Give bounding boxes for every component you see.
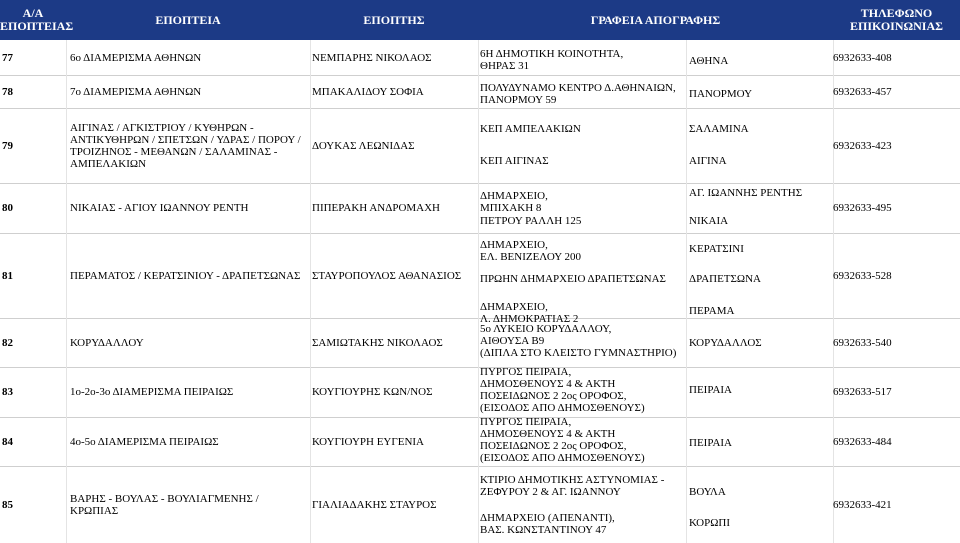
region-line: ΚΡΩΠΙΑΣ bbox=[70, 505, 119, 517]
header-region: ΕΠΟΠΤΕΙΑ bbox=[155, 13, 221, 27]
phone-number: 6932633-408 bbox=[833, 52, 892, 64]
region-line: ΤΡΟΙΖΗΝΟΣ - ΜΕΘΑΝΩΝ / ΣΑΛΑΜΙΝΑΣ - bbox=[70, 146, 278, 158]
office-address-line: ΔΗΜΑΡΧΕΙΟ (ΑΠΕΝΑΝΤΙ), bbox=[480, 512, 615, 524]
column-divider bbox=[310, 40, 311, 543]
office-address-line: ΔΗΜΑΡΧΕΙΟ, bbox=[480, 239, 548, 251]
office-address-line: ΒΑΣ. ΚΩΝΣΤΑΝΤΙΝΟΥ 47 bbox=[480, 524, 607, 536]
row-number: 81 bbox=[2, 270, 13, 282]
inspector-name: ΔΟΥΚΑΣ ΛΕΩΝΙΔΑΣ bbox=[312, 140, 415, 152]
region-line: ΒΑΡΗΣ - ΒΟΥΛΑΣ - ΒΟΥΛΙΑΓΜΕΝΗΣ / bbox=[70, 493, 259, 505]
region-line: ΚΟΡΥΔΑΛΛΟΥ bbox=[70, 337, 144, 349]
office-city: ΠΕΡΑΜΑ bbox=[689, 305, 735, 317]
row-number: 83 bbox=[2, 386, 13, 398]
header-inspector: ΕΠΟΠΤΗΣ bbox=[363, 13, 425, 27]
office-address-line: ΠΟΛΥΔΥΝΑΜΟ ΚΕΝΤΡΟ Δ.ΑΘΗΝΑΙΩΝ, bbox=[480, 82, 676, 94]
office-address-line: ΠΥΡΓΟΣ ΠΕΙΡΑΙΑ, bbox=[480, 366, 572, 378]
inspector-name: ΚΟΥΓΙΟΥΡΗΣ ΚΩΝ/ΝΟΣ bbox=[312, 386, 433, 398]
region-line: ΑΝΤΙΚΥΘΗΡΩΝ / ΣΠΕΤΣΩΝ / ΥΔΡΑΣ / ΠΟΡΟΥ / bbox=[70, 134, 301, 146]
phone-number: 6932633-484 bbox=[833, 436, 892, 448]
office-address-line: ΚΤΙΡΙΟ ΔΗΜΟΤΙΚΗΣ ΑΣΤΥΝΟΜΙΑΣ - bbox=[480, 474, 665, 486]
office-address-line: ΘΗΡΑΣ 31 bbox=[480, 60, 530, 72]
header-offices: ΓΡΑΦΕΙΑ ΑΠΟΓΡΑΦΗΣ bbox=[590, 13, 721, 27]
office-city: ΚΟΡΩΠΙ bbox=[689, 517, 731, 529]
row-number: 78 bbox=[2, 86, 13, 98]
office-address-line: ΑΙΘΟΥΣΑ Β9 bbox=[480, 335, 545, 347]
office-address-line: ΔΗΜΑΡΧΕΙΟ, bbox=[480, 301, 548, 313]
office-address-line: ΠΕΤΡΟΥ ΡΑΛΛΗ 125 bbox=[480, 215, 582, 227]
row-number: 77 bbox=[2, 52, 13, 64]
region-line: 7ο ΔΙΑΜΕΡΙΣΜΑ ΑΘΗΝΩΝ bbox=[70, 86, 202, 98]
column-divider bbox=[833, 40, 834, 543]
office-address-line: ΜΠΙΧΑΚΗ 8 bbox=[480, 202, 542, 214]
office-address-line: ΠΟΣΕΙΔΩΝΟΣ 2 2ος ΟΡΟΦΟΣ, bbox=[480, 440, 627, 452]
office-address-line: ΠΟΣΕΙΔΩΝΟΣ 2 2ος ΟΡΟΦΟΣ, bbox=[480, 390, 627, 402]
inspector-name: ΝΕΜΠΑΡΗΣ ΝΙΚΟΛΑΟΣ bbox=[312, 52, 432, 64]
office-address-line: ΔΗΜΟΣΘΕΝΟΥΣ 4 & ΑΚΤΗ bbox=[480, 428, 616, 440]
header-num-line1: Α/Α bbox=[22, 6, 44, 20]
region-line: 4ο-5ο ΔΙΑΜΕΡΙΣΜΑ ΠΕΙΡΑΙΩΣ bbox=[70, 436, 219, 448]
row-number: 80 bbox=[2, 202, 13, 214]
region-line: ΑΜΠΕΛΑΚΙΩΝ bbox=[70, 158, 147, 170]
office-address-line: 5ο ΛΥΚΕΙΟ ΚΟΡΥΔΑΛΛΟΥ, bbox=[480, 323, 612, 335]
office-city: ΣΑΛΑΜΙΝΑ bbox=[689, 123, 749, 135]
office-address-line: 6Η ΔΗΜΟΤΙΚΗ ΚΟΙΝΟΤΗΤΑ, bbox=[480, 48, 624, 60]
inspector-name: ΣΤΑΥΡΟΠΟΥΛΟΣ ΑΘΑΝΑΣΙΟΣ bbox=[312, 270, 462, 282]
header-phone-line1: ΤΗΛΕΦΩΝΟ bbox=[860, 6, 933, 20]
header-phone-line2: ΕΠΙΚΟΙΝΩΝΙΑΣ bbox=[850, 19, 943, 33]
region-line: ΠΕΡΑΜΑΤΟΣ / ΚΕΡΑΤΣΙΝΙΟΥ - ΔΡΑΠΕΤΣΩΝΑΣ bbox=[70, 270, 301, 282]
office-address-line: (ΕΙΣΟΔΟΣ ΑΠΟ ΔΗΜΟΣΘΕΝΟΥΣ) bbox=[480, 402, 645, 414]
row-divider bbox=[0, 466, 960, 467]
office-address-line: ΔΗΜΑΡΧΕΙΟ, bbox=[480, 190, 548, 202]
column-divider bbox=[686, 40, 687, 543]
phone-number: 6932633-421 bbox=[833, 499, 892, 511]
office-city: ΠΕΙΡΑΙΑ bbox=[689, 437, 732, 449]
table-header bbox=[0, 0, 960, 40]
office-address-line: (ΕΙΣΟΔΟΣ ΑΠΟ ΔΗΜΟΣΘΕΝΟΥΣ) bbox=[480, 452, 645, 464]
inspector-name: ΜΠΑΚΑΛΙΔΟΥ ΣΟΦΙΑ bbox=[312, 86, 424, 98]
phone-number: 6932633-457 bbox=[833, 86, 892, 98]
office-address-line: ΔΗΜΟΣΘΕΝΟΥΣ 4 & ΑΚΤΗ bbox=[480, 378, 616, 390]
inspector-name: ΚΟΥΓΙΟΥΡΗ ΕΥΓΕΝΙΑ bbox=[312, 436, 424, 448]
office-city: ΒΟΥΛΑ bbox=[689, 486, 726, 498]
column-divider bbox=[478, 40, 479, 543]
office-city: ΝΙΚΑΙΑ bbox=[689, 215, 729, 227]
inspector-name: ΣΑΜΙΩΤΑΚΗΣ ΝΙΚΟΛΑΟΣ bbox=[312, 337, 443, 349]
office-address-line: ΖΕΦΥΡΟΥ 2 & ΑΓ. ΙΩΑΝΝΟΥ bbox=[480, 486, 621, 498]
phone-number: 6932633-495 bbox=[833, 202, 892, 214]
office-city: ΑΘΗΝΑ bbox=[689, 55, 729, 67]
office-city: ΑΓ. ΙΩΑΝΝΗΣ ΡΕΝΤΗΣ bbox=[689, 187, 803, 199]
header-num-line2: ΕΠΟΠΤΕΙΑΣ bbox=[0, 19, 74, 33]
row-number: 82 bbox=[2, 337, 13, 349]
header-num bbox=[0, 6, 74, 33]
office-address-line: ΠΑΝΟΡΜΟΥ 59 bbox=[480, 94, 557, 106]
row-divider bbox=[0, 233, 960, 234]
office-address-line: Λ. ΔΗΜΟΚΡΑΤΙΑΣ 2 bbox=[480, 313, 579, 325]
office-address-line: ΚΕΠ ΑΜΠΕΛΑΚΙΩΝ bbox=[480, 123, 581, 135]
region-line: ΑΙΓΙΝΑΣ / ΑΓΚΙΣΤΡΙΟΥ / ΚΥΘΗΡΩΝ - bbox=[70, 122, 254, 134]
row-divider bbox=[0, 108, 960, 109]
phone-number: 6932633-517 bbox=[833, 386, 892, 398]
office-city: ΠΕΙΡΑΙΑ bbox=[689, 384, 732, 396]
inspector-name: ΓΙΑΛΙΑΔΑΚΗΣ ΣΤΑΥΡΟΣ bbox=[312, 499, 437, 511]
header-phone bbox=[833, 7, 960, 33]
office-city: ΔΡΑΠΕΤΣΩΝΑ bbox=[689, 273, 761, 285]
office-address-line: ΚΕΠ ΑΙΓΙΝΑΣ bbox=[480, 155, 549, 167]
row-number: 84 bbox=[2, 436, 13, 448]
phone-number: 6932633-423 bbox=[833, 140, 892, 152]
inspector-name: ΠΙΠΕΡΑΚΗ ΑΝΔΡΟΜΑΧΗ bbox=[312, 202, 440, 214]
office-address-line: ΠΡΩΗΝ ΔΗΜΑΡΧΕΙΟ ΔΡΑΠΕΤΣΩΝΑΣ bbox=[480, 273, 666, 285]
region-line: 6ο ΔΙΑΜΕΡΙΣΜΑ ΑΘΗΝΩΝ bbox=[70, 52, 202, 64]
column-divider bbox=[66, 40, 67, 543]
region-line: ΝΙΚΑΙΑΣ - ΑΓΙΟΥ ΙΩΑΝΝΟΥ ΡΕΝΤΗ bbox=[70, 202, 249, 214]
office-city: ΑΙΓΙΝΑ bbox=[689, 155, 727, 167]
office-city: ΚΕΡΑΤΣΙΝΙ bbox=[689, 243, 744, 255]
row-number: 79 bbox=[2, 140, 13, 152]
office-address-line: ΠΥΡΓΟΣ ΠΕΙΡΑΙΑ, bbox=[480, 416, 572, 428]
office-address-line: ΕΛ. ΒΕΝΙΖΕΛΟΥ 200 bbox=[480, 251, 582, 263]
office-city: ΚΟΡΥΔΑΛΛΟΣ bbox=[689, 337, 762, 349]
row-divider bbox=[0, 183, 960, 184]
row-number: 85 bbox=[2, 499, 13, 511]
region-line: 1ο-2ο-3ο ΔΙΑΜΕΡΙΣΜΑ ΠΕΙΡΑΙΩΣ bbox=[70, 386, 234, 398]
office-city: ΠΑΝΟΡΜΟΥ bbox=[689, 88, 753, 100]
phone-number: 6932633-540 bbox=[833, 337, 892, 349]
row-divider bbox=[0, 75, 960, 76]
phone-number: 6932633-528 bbox=[833, 270, 892, 282]
office-address-line: (ΔΙΠΛΑ ΣΤΟ ΚΛΕΙΣΤΟ ΓΥΜΝΑΣΤΗΡΙΟ) bbox=[480, 347, 677, 359]
